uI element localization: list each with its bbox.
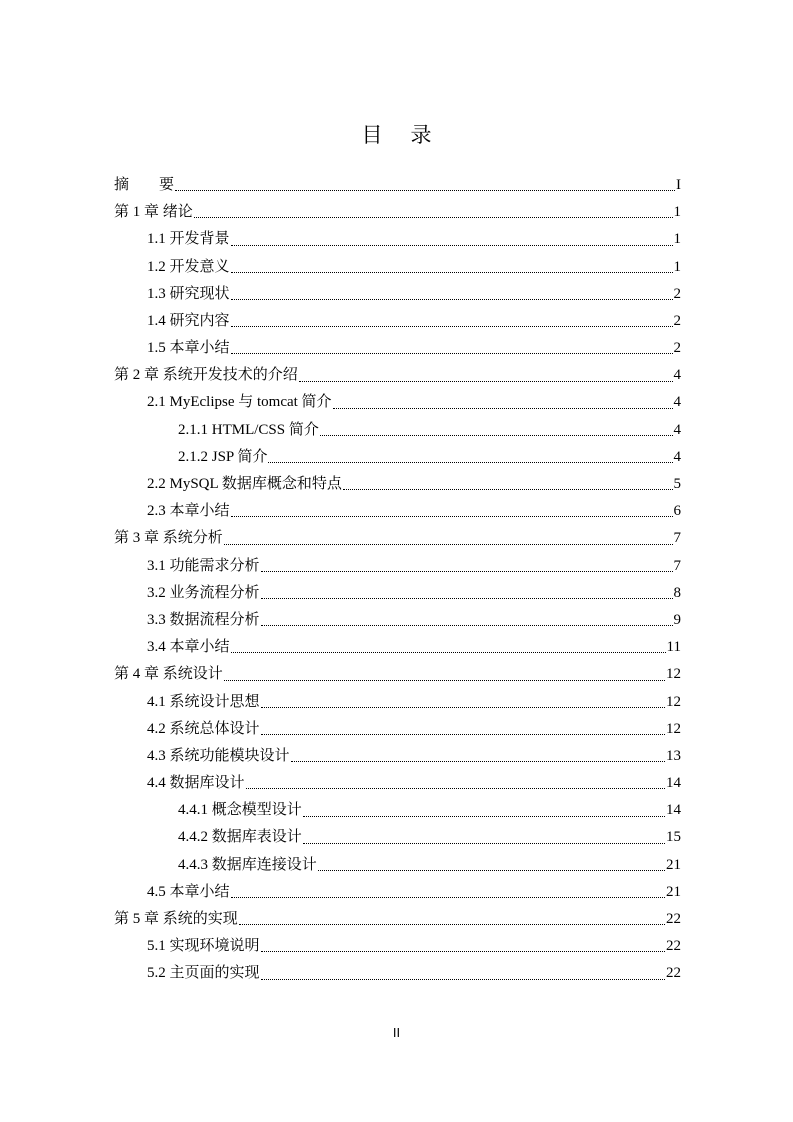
toc-entry-title: 4.2 系统总体设计 bbox=[147, 720, 260, 737]
toc-entry-title: 5.2 主页面的实现 bbox=[147, 965, 260, 982]
toc-entry[interactable] bbox=[114, 689, 681, 716]
footer-page-number: II bbox=[392, 1025, 401, 1040]
toc-entry-title: 摘 要 bbox=[114, 176, 175, 193]
table-of-contents bbox=[114, 172, 681, 988]
toc-entry-page-number: 12 bbox=[666, 666, 681, 683]
toc-entry-page-number: 21 bbox=[666, 856, 681, 873]
toc-dot-leader bbox=[174, 172, 676, 199]
toc-entry-page-number: 2 bbox=[673, 340, 681, 357]
toc-dot-leader bbox=[302, 825, 666, 852]
toc-entry-page-number: 4 bbox=[673, 421, 681, 438]
toc-dot-leader bbox=[230, 226, 674, 253]
toc-entry-page-number: 2 bbox=[673, 312, 681, 329]
toc-dot-leader bbox=[260, 960, 666, 987]
toc-dot-leader bbox=[230, 879, 666, 906]
toc-entry-page-number: 21 bbox=[666, 883, 681, 900]
toc-entry-title: 3.3 数据流程分析 bbox=[147, 611, 260, 628]
toc-entry-title: 2.3 本章小结 bbox=[147, 503, 230, 520]
toc-dot-leader bbox=[223, 661, 666, 688]
toc-entry[interactable] bbox=[114, 580, 681, 607]
toc-entry-page-number: 8 bbox=[673, 584, 681, 601]
toc-entry-page-number: 13 bbox=[666, 747, 681, 764]
toc-entry[interactable] bbox=[114, 172, 681, 199]
toc-dot-leader bbox=[230, 281, 674, 308]
toc-entry[interactable] bbox=[114, 553, 681, 580]
toc-dot-leader bbox=[260, 607, 674, 634]
toc-dot-leader bbox=[193, 199, 674, 226]
toc-entry-title: 4.4.1 概念模型设计 bbox=[178, 802, 302, 819]
toc-entry-page-number: 5 bbox=[673, 476, 681, 493]
toc-entry[interactable] bbox=[114, 825, 681, 852]
toc-entry-page-number: 7 bbox=[673, 557, 681, 574]
toc-entry-page-number: 4 bbox=[673, 394, 681, 411]
toc-entry-page-number: 14 bbox=[666, 802, 681, 819]
toc-dot-leader bbox=[302, 797, 666, 824]
toc-entry-page-number: 22 bbox=[666, 965, 681, 982]
toc-entry-title: 1.2 开发意义 bbox=[147, 258, 230, 275]
toc-entry-title: 2.1.2 JSP 简介 bbox=[178, 448, 268, 465]
toc-entry-page-number: 7 bbox=[673, 530, 681, 547]
toc-entry[interactable] bbox=[114, 525, 681, 552]
toc-dot-leader bbox=[260, 716, 666, 743]
page-title: 目录 bbox=[361, 123, 460, 147]
toc-entry[interactable] bbox=[114, 390, 681, 417]
toc-dot-leader bbox=[317, 852, 666, 879]
toc-entry-title: 4.4.2 数据库表设计 bbox=[178, 829, 302, 846]
toc-dot-leader bbox=[267, 444, 673, 471]
toc-entry-page-number: 9 bbox=[673, 611, 681, 628]
toc-entry-page-number: 6 bbox=[673, 503, 681, 520]
toc-entry[interactable] bbox=[114, 607, 681, 634]
toc-entry[interactable] bbox=[114, 471, 681, 498]
toc-entry-page-number: 22 bbox=[666, 911, 681, 928]
toc-entry-title: 第 3 章 系统分析 bbox=[114, 530, 223, 547]
toc-entry[interactable] bbox=[114, 634, 681, 661]
toc-entry[interactable] bbox=[114, 661, 681, 688]
toc-entry[interactable] bbox=[114, 226, 681, 253]
toc-entry-page-number: 15 bbox=[666, 829, 681, 846]
toc-dot-leader bbox=[260, 689, 666, 716]
toc-entry-title: 2.1.1 HTML/CSS 简介 bbox=[178, 421, 319, 438]
toc-dot-leader bbox=[238, 906, 666, 933]
toc-entry-page-number: 1 bbox=[673, 258, 681, 275]
toc-entry-page-number: I bbox=[676, 176, 681, 193]
toc-dot-leader bbox=[260, 553, 674, 580]
toc-entry-title: 4.4 数据库设计 bbox=[147, 775, 245, 792]
toc-dot-leader bbox=[319, 417, 674, 444]
toc-entry-title: 4.3 系统功能模块设计 bbox=[147, 747, 290, 764]
toc-dot-leader bbox=[298, 362, 674, 389]
toc-entry-title: 2.2 MySQL 数据库概念和特点 bbox=[147, 476, 342, 493]
toc-entry-title: 2.1 MyEclipse 与 tomcat 简介 bbox=[147, 394, 332, 411]
toc-entry[interactable] bbox=[114, 797, 681, 824]
toc-entry-title: 1.4 研究内容 bbox=[147, 312, 230, 329]
toc-dot-leader bbox=[290, 743, 666, 770]
toc-entry-page-number: 22 bbox=[666, 938, 681, 955]
toc-dot-leader bbox=[245, 770, 666, 797]
toc-dot-leader bbox=[230, 634, 667, 661]
toc-entry-page-number: 12 bbox=[666, 720, 681, 737]
toc-dot-leader bbox=[230, 335, 674, 362]
toc-entry-title: 第 5 章 系统的实现 bbox=[114, 911, 238, 928]
toc-entry[interactable] bbox=[114, 308, 681, 335]
toc-entry-page-number: 2 bbox=[673, 285, 681, 302]
toc-dot-leader bbox=[223, 525, 674, 552]
toc-entry[interactable] bbox=[114, 417, 681, 444]
toc-entry[interactable] bbox=[114, 444, 681, 471]
toc-entry-title: 1.1 开发背景 bbox=[147, 231, 230, 248]
toc-dot-leader bbox=[260, 933, 666, 960]
toc-entry-title: 第 2 章 系统开发技术的介绍 bbox=[114, 367, 298, 384]
toc-entry[interactable] bbox=[114, 879, 681, 906]
toc-dot-leader bbox=[230, 254, 674, 281]
toc-dot-leader bbox=[230, 498, 674, 525]
toc-entry-title: 3.2 业务流程分析 bbox=[147, 584, 260, 601]
toc-entry-title: 3.4 本章小结 bbox=[147, 639, 230, 656]
toc-entry-title: 4.5 本章小结 bbox=[147, 883, 230, 900]
toc-dot-leader bbox=[332, 390, 674, 417]
toc-dot-leader bbox=[260, 580, 674, 607]
toc-entry[interactable] bbox=[114, 335, 681, 362]
toc-entry[interactable] bbox=[114, 906, 681, 933]
toc-entry-title: 5.1 实现环境说明 bbox=[147, 938, 260, 955]
toc-dot-leader bbox=[342, 471, 674, 498]
toc-entry-page-number: 4 bbox=[673, 367, 681, 384]
toc-entry-page-number: 12 bbox=[666, 693, 681, 710]
toc-entry[interactable] bbox=[114, 770, 681, 797]
toc-entry-title: 1.5 本章小结 bbox=[147, 340, 230, 357]
toc-entry[interactable] bbox=[114, 960, 681, 987]
toc-entry-title: 第 4 章 系统设计 bbox=[114, 666, 223, 683]
toc-entry-title: 第 1 章 绪论 bbox=[114, 204, 193, 221]
toc-entry-title: 4.1 系统设计思想 bbox=[147, 693, 260, 710]
toc-entry-title: 4.4.3 数据库连接设计 bbox=[178, 856, 317, 873]
toc-entry[interactable] bbox=[114, 716, 681, 743]
toc-entry-page-number: 11 bbox=[666, 639, 681, 656]
toc-entry[interactable] bbox=[114, 199, 681, 226]
toc-entry-title: 1.3 研究现状 bbox=[147, 285, 230, 302]
toc-entry-title: 3.1 功能需求分析 bbox=[147, 557, 260, 574]
toc-entry[interactable] bbox=[114, 852, 681, 879]
toc-entry-page-number: 14 bbox=[666, 775, 681, 792]
toc-entry[interactable] bbox=[114, 743, 681, 770]
toc-entry[interactable] bbox=[114, 498, 681, 525]
toc-entry-page-number: 4 bbox=[673, 448, 681, 465]
toc-entry[interactable] bbox=[114, 933, 681, 960]
toc-dot-leader bbox=[230, 308, 674, 335]
toc-entry[interactable] bbox=[114, 362, 681, 389]
toc-entry[interactable] bbox=[114, 254, 681, 281]
toc-entry-page-number: 1 bbox=[673, 231, 681, 248]
toc-entry-page-number: 1 bbox=[673, 204, 681, 221]
toc-entry[interactable] bbox=[114, 281, 681, 308]
